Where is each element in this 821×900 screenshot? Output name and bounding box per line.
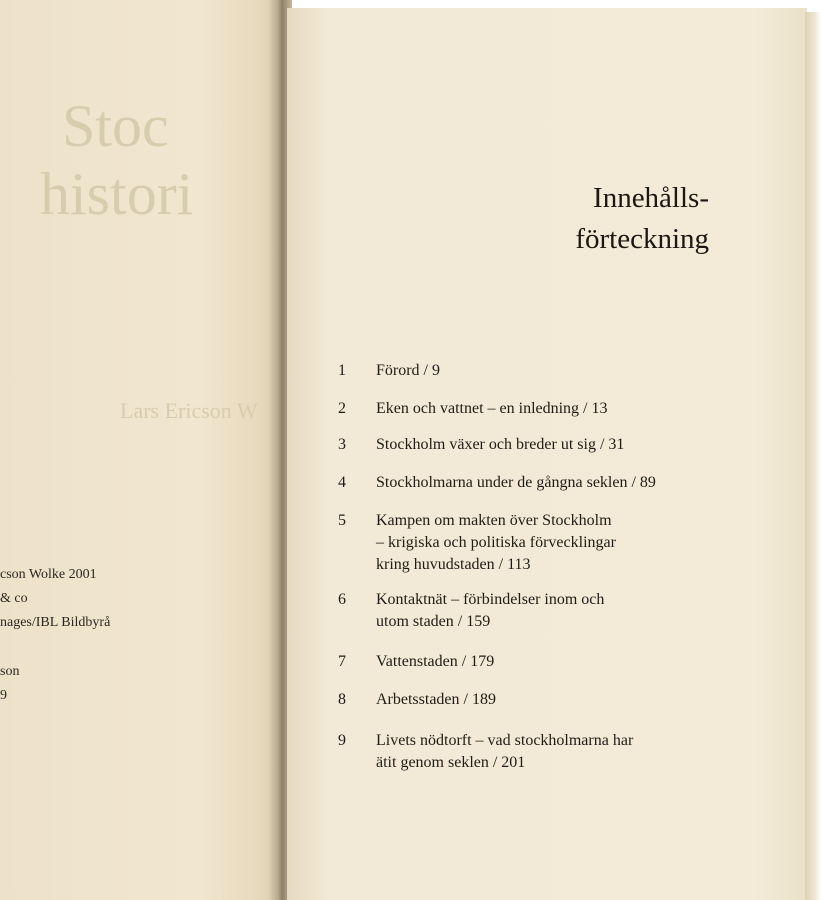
- toc-text: Vattenstaden / 179: [376, 653, 495, 670]
- toc-number: 1: [338, 362, 346, 379]
- title-line: förteckning: [575, 223, 709, 255]
- toc-text: Arbetsstaden / 189: [376, 691, 496, 708]
- toc-number: 8: [338, 691, 346, 708]
- toc-text: utom staden / 159: [376, 613, 491, 630]
- toc-text: ätit genom seklen / 201: [376, 754, 526, 771]
- toc-number: 7: [338, 653, 346, 670]
- bleed-through-text: Stoc: [62, 93, 169, 159]
- toc-text: Stockholm växer och breder ut sig / 31: [376, 436, 625, 453]
- toc-number: 4: [338, 474, 346, 491]
- toc-text: kring huvudstaden / 113: [376, 556, 531, 573]
- toc-text: Eken och vattnet – en inledning / 13: [376, 400, 608, 417]
- bleed-through-text: histori: [40, 161, 194, 227]
- toc-text: – krigiska och politiska förvecklingar: [376, 534, 616, 551]
- toc-text: Stockholmarna under de gångna seklen / 89: [376, 474, 656, 491]
- toc-number: 6: [338, 591, 346, 608]
- toc-number: 9: [338, 732, 346, 749]
- toc-text: Kampen om makten över Stockholm: [376, 512, 612, 529]
- toc-text: Livets nödtorft – vad stockholmarna har: [376, 732, 634, 749]
- bleed-through-text: Lars Ericson W: [120, 398, 258, 423]
- toc-text: Kontaktnät – förbindelser inom och: [376, 591, 605, 608]
- toc-number: 5: [338, 512, 346, 529]
- toc-text: Förord / 9: [376, 362, 440, 379]
- copyright-line: 9: [0, 688, 7, 703]
- page-edge: [805, 12, 821, 900]
- copyright-line: cson Wolke 2001: [0, 567, 97, 582]
- copyright-line: & co: [0, 591, 28, 606]
- copyright-line: son: [0, 664, 20, 679]
- page-title: [575, 178, 709, 260]
- title-line: Innehålls-: [593, 182, 709, 214]
- copyright-line: nages/IBL Bildbyrå: [0, 615, 111, 630]
- toc-number: 2: [338, 400, 346, 417]
- left-page: [0, 0, 285, 900]
- toc-number: 3: [338, 436, 346, 453]
